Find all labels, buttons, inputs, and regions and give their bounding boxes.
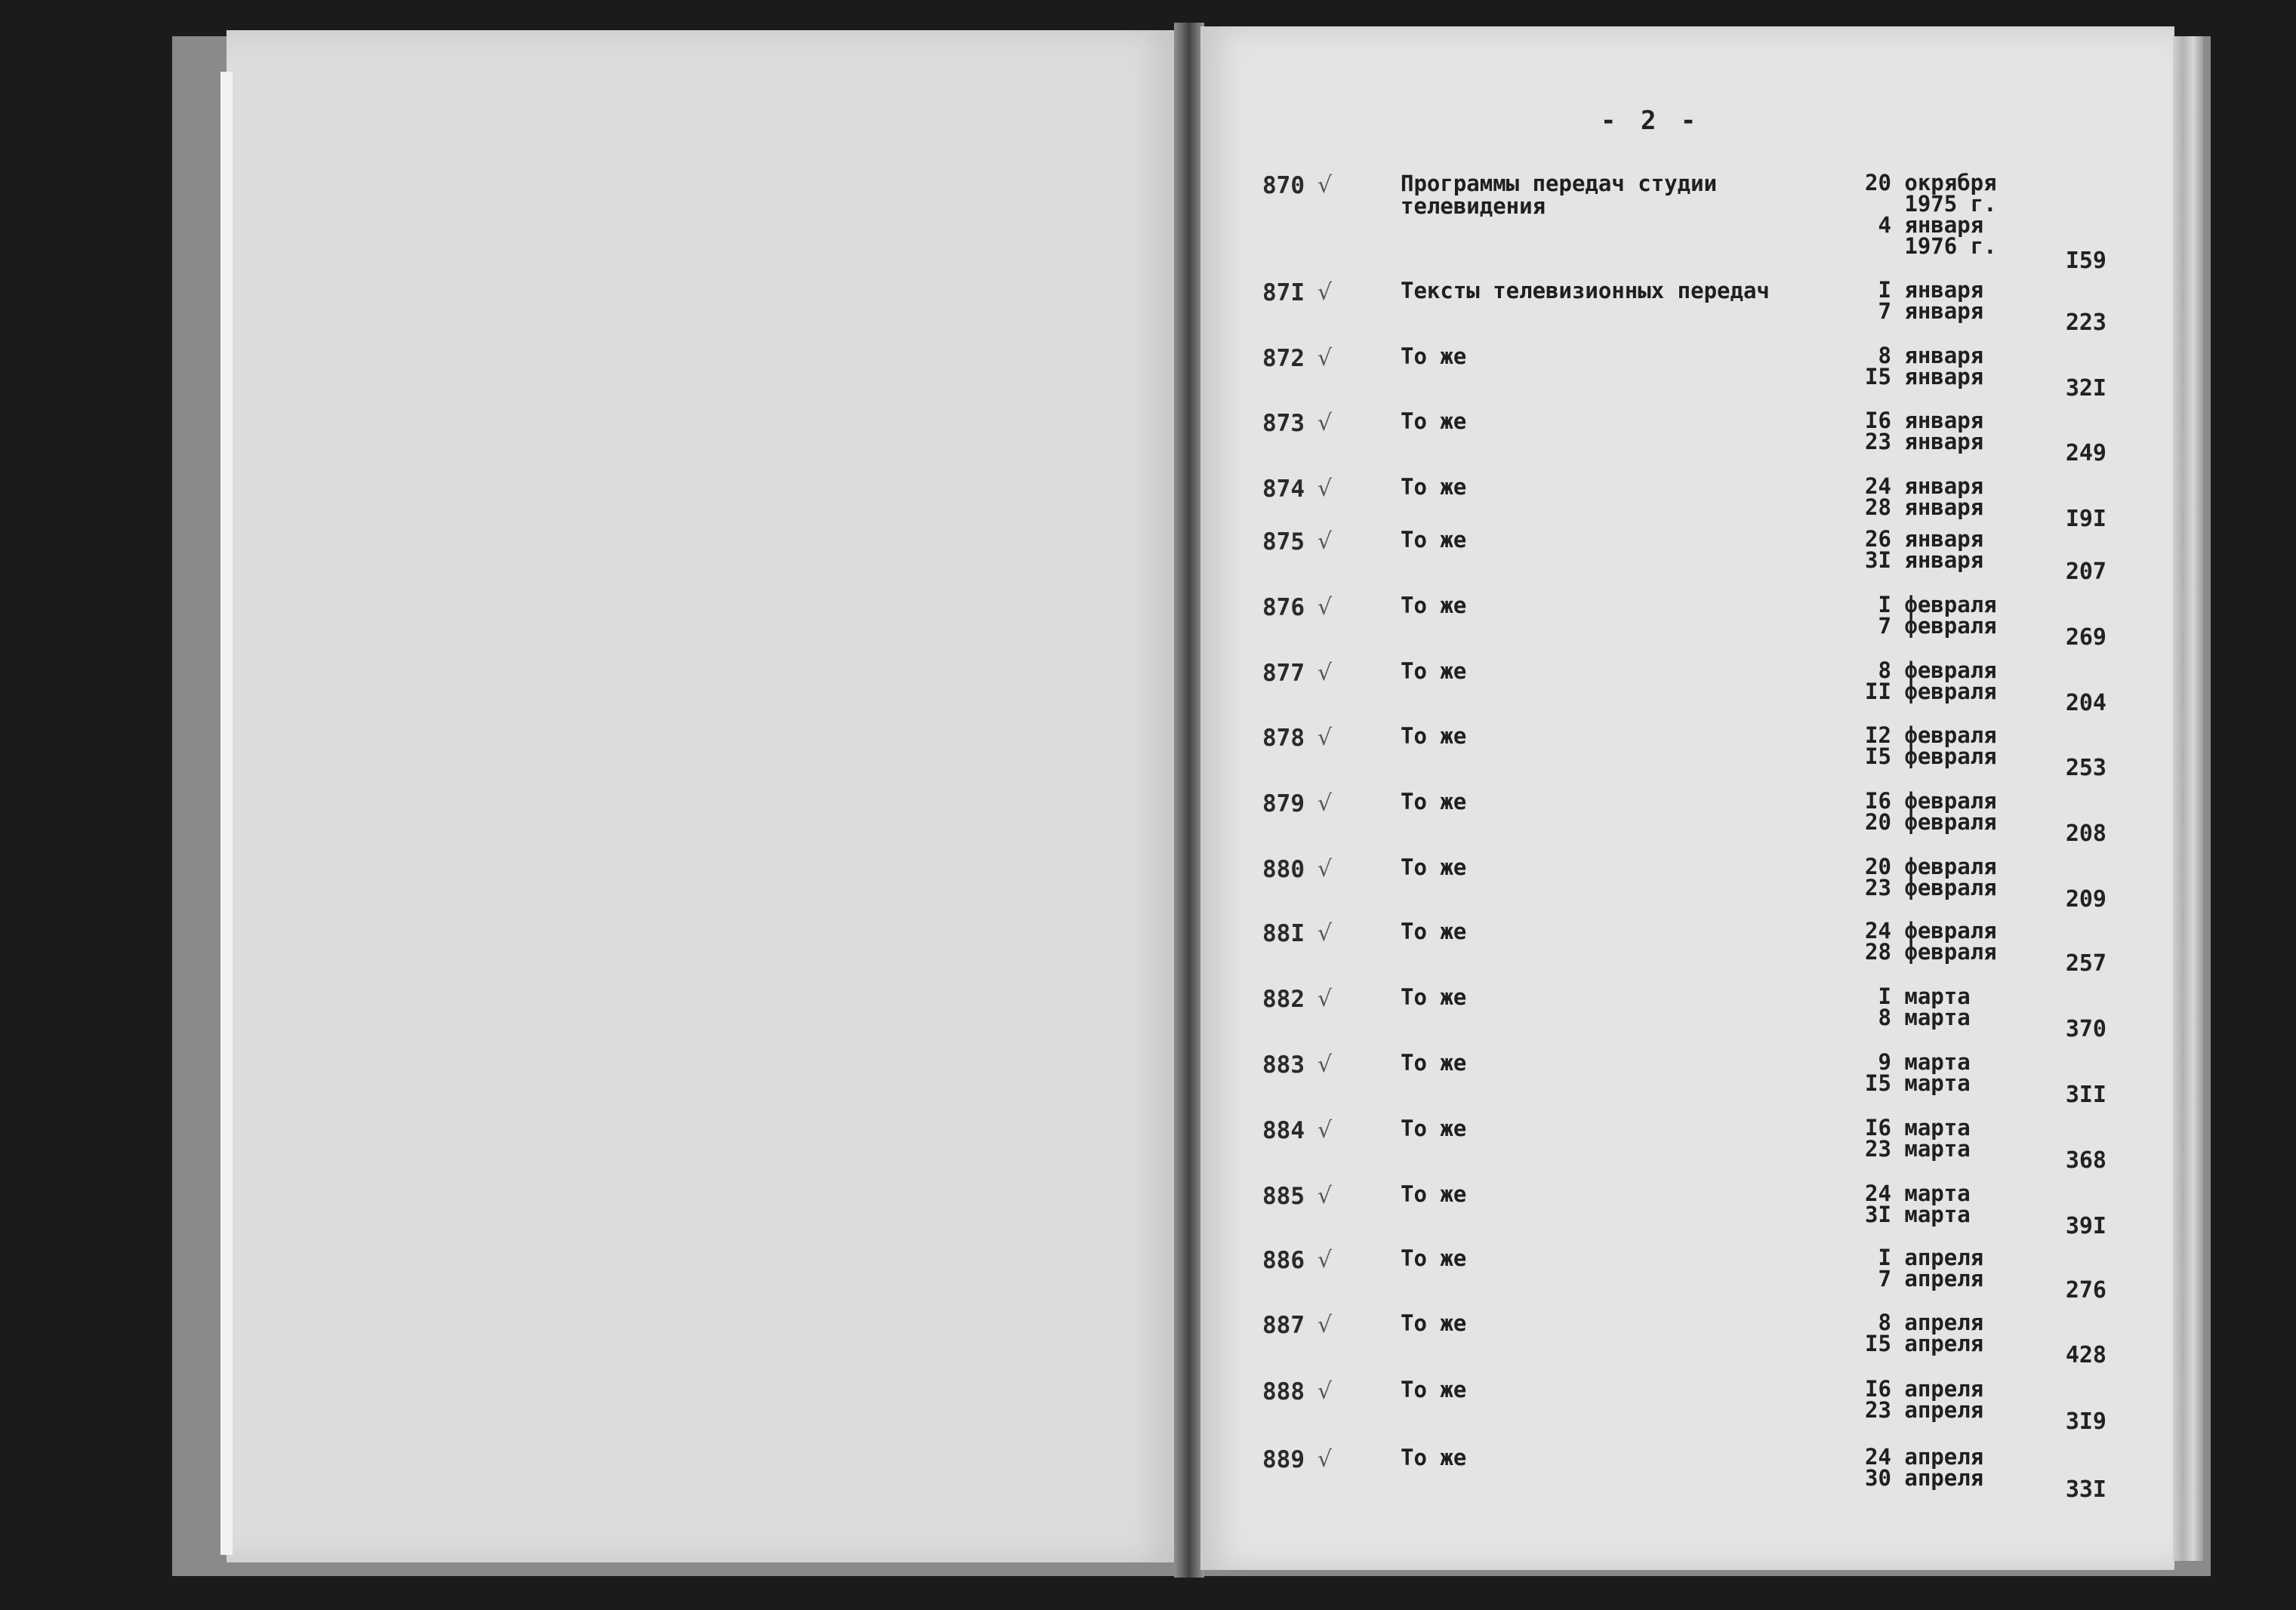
item-title: То же xyxy=(1401,343,1467,369)
item-number: 887 xyxy=(1262,1312,1305,1339)
check-mark: √ xyxy=(1318,725,1333,751)
item-dates: 20 февраля 23 февраля xyxy=(1865,854,1997,900)
item-dates: I6 апреля 23 апреля xyxy=(1865,1376,1984,1423)
inventory-row xyxy=(0,1312,2296,1372)
item-title: То же xyxy=(1401,854,1467,880)
inventory-row xyxy=(0,722,2296,785)
item-number: 877 xyxy=(1262,660,1305,687)
inventory-row xyxy=(0,1183,2296,1243)
page-number: - 2 - xyxy=(1601,106,1701,136)
item-dates: I2 февраля I5 февраля xyxy=(1865,722,1997,769)
item-title: То же xyxy=(1401,593,1467,618)
item-number: 884 xyxy=(1262,1117,1305,1144)
check-mark: √ xyxy=(1318,279,1333,306)
check-mark: √ xyxy=(1318,1183,1333,1209)
item-dates: I апреля 7 апреля xyxy=(1878,1245,1984,1291)
sheet-count: 368 xyxy=(2065,1147,2106,1174)
inventory-row xyxy=(0,1378,2296,1439)
check-mark: √ xyxy=(1318,1446,1333,1473)
item-dates: 8 января I5 января xyxy=(1865,343,1984,389)
sheet-count: 257 xyxy=(2065,950,2106,977)
item-number: 874 xyxy=(1262,476,1305,503)
sheet-count: 204 xyxy=(2065,690,2106,716)
item-dates: I марта 8 марта xyxy=(1878,984,1971,1030)
item-number: 883 xyxy=(1262,1051,1305,1079)
inventory-row xyxy=(0,986,2296,1046)
item-title: То же xyxy=(1401,408,1467,434)
check-mark: √ xyxy=(1318,528,1333,555)
inventory-row xyxy=(0,345,2296,405)
item-dates: 24 января 28 января xyxy=(1865,473,1984,520)
item-number: 870 xyxy=(1262,172,1305,199)
item-dates: 24 марта 3I марта xyxy=(1865,1181,1971,1227)
check-mark: √ xyxy=(1318,856,1333,882)
item-number: 872 xyxy=(1262,345,1305,372)
sheet-count: 370 xyxy=(2065,1016,2106,1042)
item-title: То же xyxy=(1401,919,1467,944)
item-number: 888 xyxy=(1262,1378,1305,1405)
item-number: 882 xyxy=(1262,986,1305,1013)
sheet-count: 39I xyxy=(2065,1213,2106,1239)
sheet-count: 269 xyxy=(2065,624,2106,651)
check-mark: √ xyxy=(1318,660,1333,686)
check-mark: √ xyxy=(1318,1378,1333,1405)
sheet-count: 3I9 xyxy=(2065,1408,2106,1435)
item-number: 889 xyxy=(1262,1446,1305,1473)
item-title: То же xyxy=(1401,658,1467,684)
item-number: 878 xyxy=(1262,725,1305,752)
inventory-row xyxy=(0,528,2296,589)
item-number: 880 xyxy=(1262,856,1305,883)
item-number: 886 xyxy=(1262,1247,1305,1274)
item-dates: I6 февраля 20 февраля xyxy=(1865,788,1997,835)
check-mark: √ xyxy=(1318,920,1333,947)
inventory-row xyxy=(0,1446,2296,1507)
item-number: 876 xyxy=(1262,594,1305,621)
item-number: 875 xyxy=(1262,528,1305,556)
sheet-count: 223 xyxy=(2065,309,2106,336)
item-dates: 20 окрября 1975 г. 4 января 1976 г. xyxy=(1865,170,1997,259)
inventory-row xyxy=(0,657,2296,720)
sheet-count: 253 xyxy=(2065,755,2106,781)
item-number: 873 xyxy=(1262,410,1305,437)
item-dates: 24 апреля 30 апреля xyxy=(1865,1444,1984,1491)
item-title: Программы передач студии телевидения xyxy=(1401,171,1718,219)
item-title: То же xyxy=(1401,1445,1467,1470)
sheet-count: 209 xyxy=(2065,886,2106,913)
item-number: 87I xyxy=(1262,279,1305,306)
inventory-row xyxy=(0,856,2296,916)
item-dates: 26 января 3I января xyxy=(1865,526,1984,573)
item-dates: I6 января 23 января xyxy=(1865,408,1984,454)
inventory-row xyxy=(0,594,2296,654)
inventory-row xyxy=(0,410,2296,470)
item-dates: 24 февраля 28 февраля xyxy=(1865,918,1997,965)
item-title: То же xyxy=(1401,1245,1467,1271)
inventory-row xyxy=(0,1117,2296,1177)
sheet-count: 207 xyxy=(2065,559,2106,585)
item-title: То же xyxy=(1401,527,1467,553)
item-title: То же xyxy=(1401,1116,1467,1141)
item-number: 879 xyxy=(1262,790,1305,817)
sheet-count: 428 xyxy=(2065,1342,2106,1368)
check-mark: √ xyxy=(1318,1247,1333,1273)
check-mark: √ xyxy=(1318,410,1333,436)
sheet-count: 249 xyxy=(2065,440,2106,466)
inventory-row xyxy=(0,920,2296,980)
inventory-row xyxy=(0,1051,2296,1112)
item-dates: I6 марта 23 марта xyxy=(1865,1115,1971,1162)
check-mark: √ xyxy=(1318,790,1333,817)
item-title: Тексты телевизионных передач xyxy=(1401,278,1770,303)
check-mark: √ xyxy=(1318,1312,1333,1338)
item-dates: 8 апреля I5 апреля xyxy=(1865,1310,1984,1356)
sheet-count: I59 xyxy=(2065,248,2106,274)
sheet-count: 208 xyxy=(2065,820,2106,847)
item-number: 885 xyxy=(1262,1183,1305,1210)
check-mark: √ xyxy=(1318,345,1333,371)
sheet-count: I9I xyxy=(2065,506,2106,532)
item-title: То же xyxy=(1401,1050,1467,1076)
item-dates: 8 февраля II февраля xyxy=(1865,657,1997,704)
item-title: То же xyxy=(1401,474,1467,500)
check-mark: √ xyxy=(1318,1117,1333,1144)
check-mark: √ xyxy=(1318,476,1333,502)
sheet-count: 33I xyxy=(2065,1476,2106,1503)
item-title: То же xyxy=(1401,723,1467,749)
item-title: То же xyxy=(1401,789,1467,814)
inventory-row xyxy=(0,170,2296,274)
sheet-count: 3II xyxy=(2065,1082,2106,1108)
inventory-row xyxy=(0,1247,2296,1307)
item-title: То же xyxy=(1401,1310,1467,1336)
item-dates: I января 7 января xyxy=(1878,277,1984,324)
check-mark: √ xyxy=(1318,986,1333,1012)
check-mark: √ xyxy=(1318,1051,1333,1078)
sheet-count: 276 xyxy=(2065,1277,2106,1304)
item-dates: I февраля 7 февраля xyxy=(1878,592,1997,639)
item-title: То же xyxy=(1401,984,1467,1010)
check-mark: √ xyxy=(1318,172,1333,199)
inventory-row xyxy=(0,279,2296,340)
check-mark: √ xyxy=(1318,594,1333,620)
inventory-row xyxy=(0,790,2296,851)
item-dates: 9 марта I5 марта xyxy=(1865,1049,1971,1096)
item-number: 88I xyxy=(1262,920,1305,947)
item-title: То же xyxy=(1401,1377,1467,1402)
sheet-count: 32I xyxy=(2065,375,2106,402)
item-title: То же xyxy=(1401,1181,1467,1207)
